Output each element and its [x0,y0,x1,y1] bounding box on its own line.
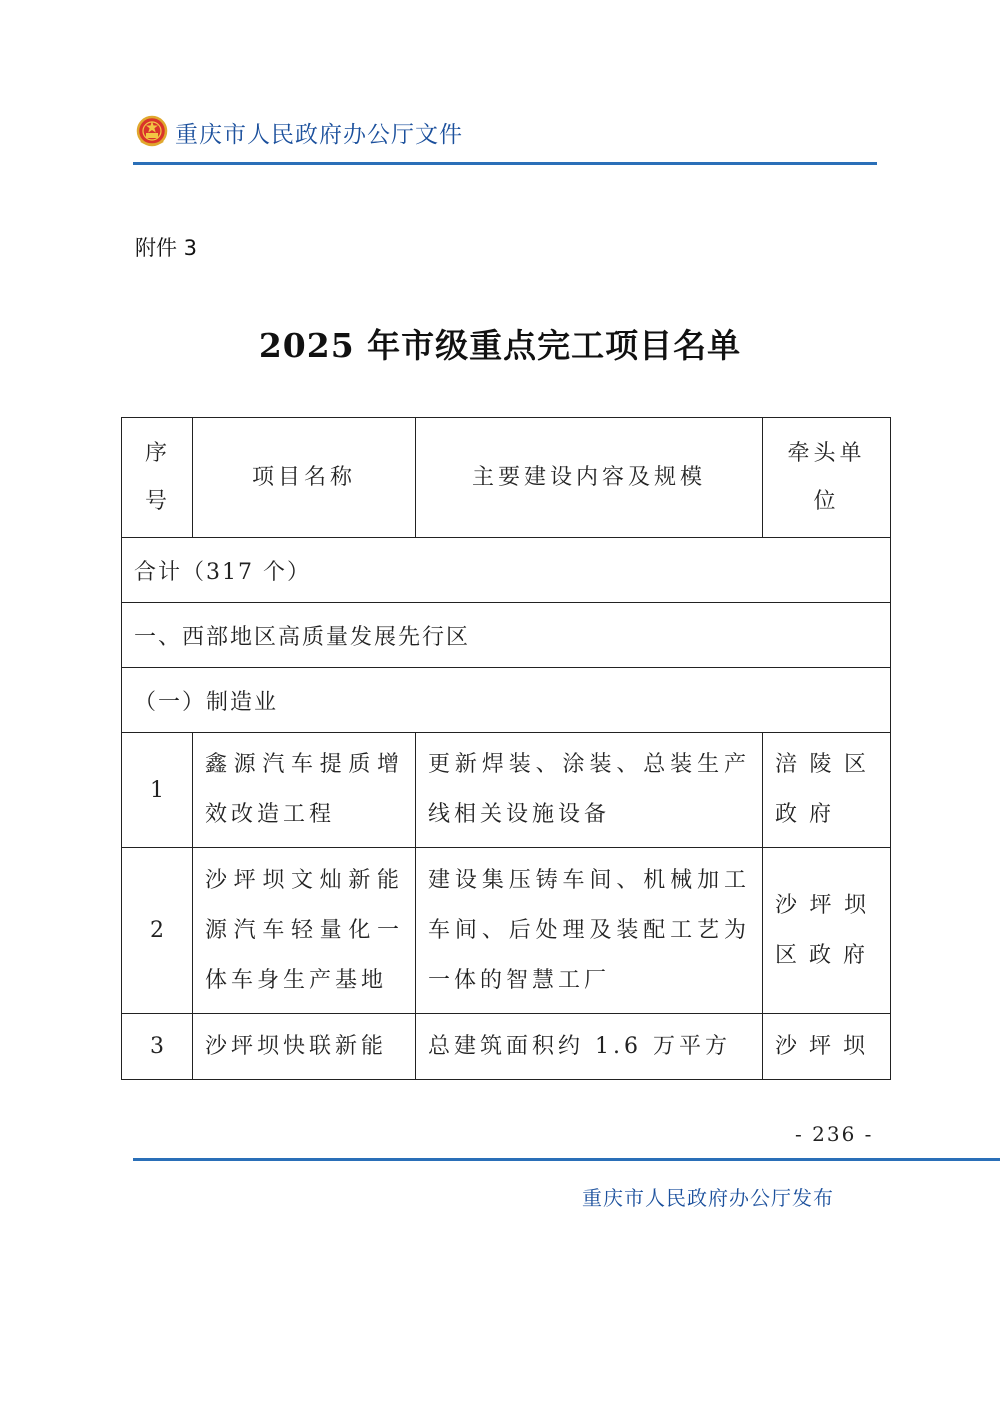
document-header [135,112,463,152]
total-row [122,538,891,603]
footer-divider [133,1158,1000,1161]
table-row [122,1014,891,1080]
page-number: - 236 - [795,1122,874,1146]
seq-cell: 3 [122,1014,193,1080]
column-header-content: 主要建设内容及规模 [416,418,763,538]
category-row [122,603,891,668]
subcategory-row [122,668,891,733]
seq-cell: 2 [122,848,193,1014]
seq-cell: 1 [122,733,193,848]
content-cell: 建设集压铸车间、机械加工车间、后处理及装配工艺为一体的智慧工厂 [416,848,763,1014]
name-cell: 鑫源汽车提质增效改造工程 [193,733,416,848]
content-cell: 总建筑面积约 1.6 万平方 [416,1014,763,1080]
table-header-row [122,418,891,538]
content-cell: 更新焊装、涂装、总装生产线相关设施设备 [416,733,763,848]
lead-cell: 沙坪坝 [763,1014,891,1080]
project-table [121,417,891,1080]
table-row [122,848,891,1014]
header-title: 重庆市人民政府办公厅文件 [175,121,463,148]
national-emblem-icon [135,115,169,149]
total-cell: 合计（317 个） [122,538,891,603]
footer-publisher: 重庆市人民政府办公厅发布 [582,1186,834,1210]
name-cell: 沙坪坝快联新能 [193,1014,416,1080]
lead-cell: 涪陵区政府 [763,733,891,848]
column-header-seq: 序号 [122,418,193,538]
name-cell: 沙坪坝文灿新能源汽车轻量化一体车身生产基地 [193,848,416,1014]
table-row [122,733,891,848]
lead-cell: 沙坪坝区政府 [763,848,891,1014]
document-title: 2025 年市级重点完工项目名单 [258,326,742,365]
column-header-name: 项目名称 [193,418,416,538]
subcategory-cell: （一）制造业 [122,668,891,733]
header-divider [133,162,877,165]
attachment-label: 附件 3 [135,236,198,260]
category-cell: 一、西部地区高质量发展先行区 [122,603,891,668]
column-header-lead: 牵头单位 [763,418,891,538]
